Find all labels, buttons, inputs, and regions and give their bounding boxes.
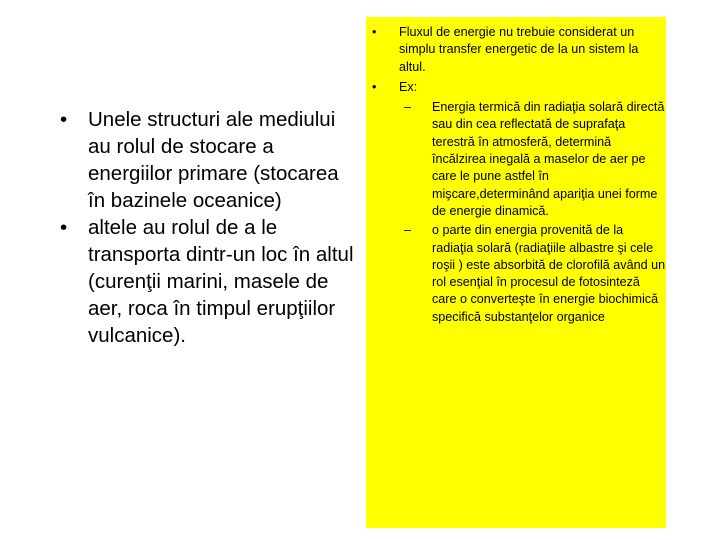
right-bullet-text: Ex: (399, 79, 418, 94)
left-bullet-text: altele au rolul de a le transporta dintr-un loc în altul (curenţii marini, masele de aer, roca în timpul erupţiilor vulcanice). (88, 216, 354, 347)
dash-icon: – (404, 223, 412, 238)
right-bullet-item (366, 79, 666, 96)
right-text-block (366, 24, 666, 328)
left-text-block (56, 106, 356, 349)
bullet-icon: • (60, 108, 68, 131)
right-bullet-text: Fluxul de energie nu trebuie considerat un simplu transfer energetic de la un sistem la altul. (399, 25, 639, 74)
right-subitem-text: o parte din energia provenită de la radiaţia solară (radiaţiile albastre şi cele roşii ) este absorbită de clorofilă având un rol esenţial în procesul de fotosinteză care o converteşte în energie biochimică specifică substanţelor organice (432, 223, 666, 324)
right-subitem (366, 222, 666, 326)
right-subitem-text: Energia termică din radiaţia solară directă sau din cea reflectată de suprafaţa terestră în atmosferă, determină încălzirea inegală a maselor de aer pe care le pune astfel în mişcare,determinând apariţia unei forme de energie dinamică. (432, 100, 665, 218)
right-bullet-item (366, 24, 666, 76)
bullet-icon: • (372, 79, 377, 94)
left-bullet-item (56, 214, 356, 349)
bullet-icon: • (372, 25, 377, 39)
dash-icon: – (404, 100, 412, 115)
left-bullet-text: Unele structuri ale mediului au rolul de stocare a energiilor primare (stocarea în bazinele oceanice) (88, 108, 339, 212)
bullet-icon: • (60, 216, 68, 239)
right-subitem (366, 99, 666, 220)
left-bullet-item (56, 106, 356, 214)
left-bullet-list (56, 106, 356, 349)
right-bullet-list (366, 24, 666, 326)
